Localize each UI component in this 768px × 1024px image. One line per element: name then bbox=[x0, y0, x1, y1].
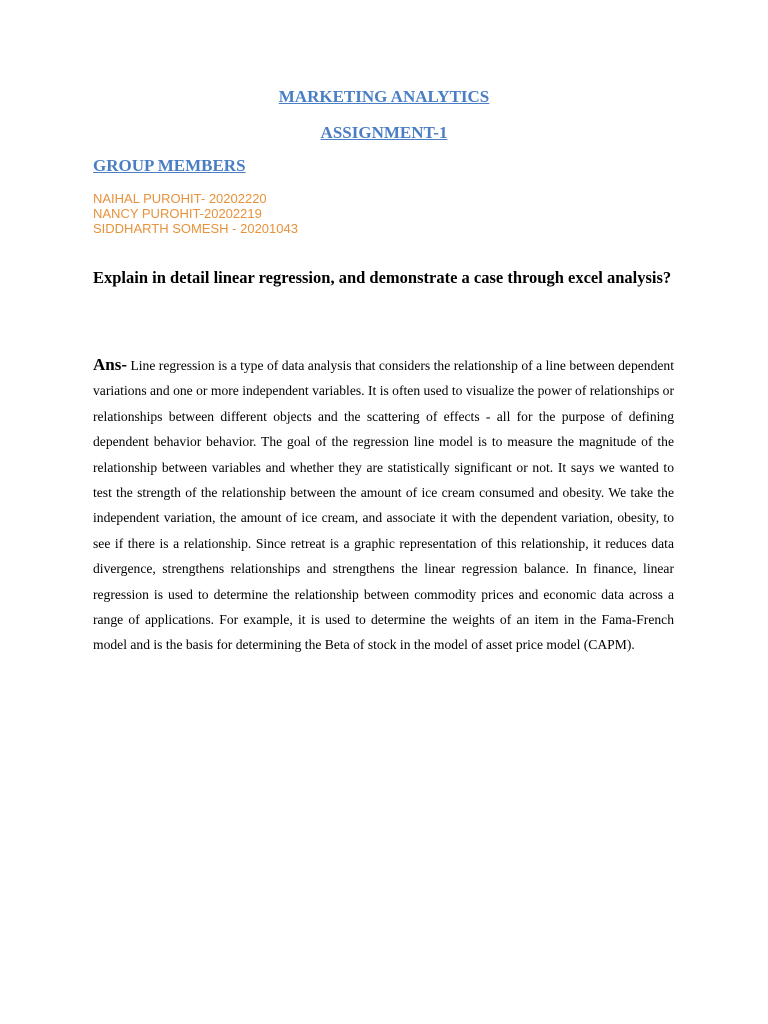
answer-label: Ans- bbox=[93, 355, 128, 374]
group-members-heading[interactable]: GROUP MEMBERS bbox=[93, 156, 246, 175]
group-member: SIDDHARTH SOMESH - 20201043 bbox=[93, 221, 298, 236]
answer-paragraph bbox=[93, 352, 674, 658]
group-members-list bbox=[93, 191, 298, 236]
question-text: Explain in detail linear regression, and demonstrate a case through excel analysis? bbox=[93, 268, 672, 287]
document-subtitle[interactable]: ASSIGNMENT-1 bbox=[320, 123, 448, 142]
group-member: NAIHAL PUROHIT- 20202220 bbox=[93, 191, 267, 206]
group-member: NANCY PUROHIT-20202219 bbox=[93, 206, 262, 221]
document-title[interactable]: MARKETING ANALYTICS bbox=[278, 87, 490, 106]
answer-body: Line regression is a type of data analysis that considers the relationship of a line between dependent variations and one or more independent variables. It is often used to visualize the power of relationships or relationships between different objects and the scattering of effects - all for the purpose of defining dependent behavior behavior. The goal of the regression line model is to measure the magnitude of the relationship between variables and whether they are statistically significant or not. It says we wanted to test the strength of the relationship between the amount of ice cream consumed and obesity. We take the independent variation, the amount of ice cream, and associate it with the dependent variation, obesity, to see if there is a relationship. Since retreat is a graphic representation of this relationship, it reduces data divergence, strengthens relationships and strengthens the linear regression balance. In finance, linear regression is used to determine the relationship between commodity prices and economic data across a range of applications. For example, it is used to determine the weights of an item in the Fama-French model and is the basis for determining the Beta of stock in the model of asset price model (CAPM). bbox=[93, 358, 674, 653]
